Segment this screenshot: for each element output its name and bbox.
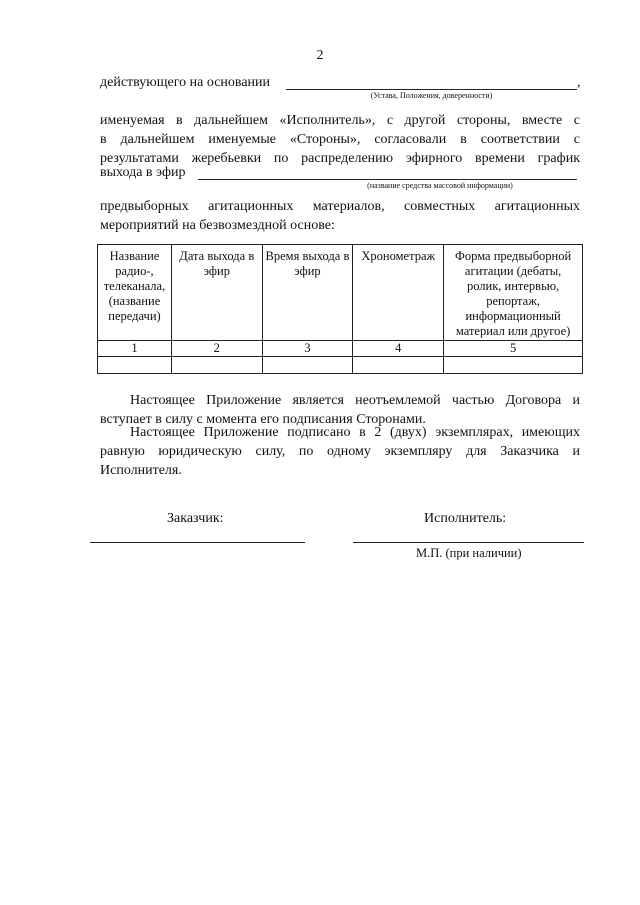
table-row bbox=[98, 357, 583, 374]
table-cell bbox=[444, 357, 583, 374]
stamp-note: М.П. (при наличии) bbox=[416, 546, 522, 560]
col-number: 3 bbox=[262, 341, 353, 357]
annex-line-1: Настоящее Приложение является неотъемлемой частью Договора и bbox=[130, 393, 580, 408]
header-time: Время выхода в эфир bbox=[262, 245, 353, 341]
materials-line-2: мероприятий на безвозмездной основе: bbox=[100, 218, 335, 233]
basis-fill-line bbox=[286, 89, 577, 90]
table-cell bbox=[98, 357, 172, 374]
col-number: 4 bbox=[353, 341, 444, 357]
header-date: Дата выхода в эфир bbox=[171, 245, 262, 341]
parties-line-1: именуемая в дальнейшем «Исполнитель», с другой стороны, вместе с bbox=[100, 113, 580, 128]
col-number: 5 bbox=[444, 341, 583, 357]
contractor-signature-line bbox=[353, 542, 584, 543]
header-duration: Хронометраж bbox=[353, 245, 444, 341]
customer-signature-line bbox=[90, 542, 305, 543]
table-cell bbox=[171, 357, 262, 374]
copies-line-2: равную юридическую силу, по одному экземпляру для Заказчика и bbox=[100, 444, 580, 459]
page-number: 2 bbox=[316, 48, 324, 63]
air-label: выхода в эфир bbox=[100, 165, 186, 180]
table-number-row bbox=[98, 341, 583, 357]
schedule-table bbox=[97, 244, 583, 374]
contractor-label: Исполнитель: bbox=[424, 511, 507, 526]
table-cell bbox=[353, 357, 444, 374]
copies-line-1: Настоящее Приложение подписано в 2 (двух) экземплярах, имеющих bbox=[130, 425, 580, 440]
col-number: 2 bbox=[171, 341, 262, 357]
materials-line-1: предвыборных агитационных материалов, совместных агитационных bbox=[100, 199, 580, 214]
col-number: 1 bbox=[98, 341, 172, 357]
copies-paragraph bbox=[100, 423, 580, 480]
annex-line-2: вступает в силу с момента его подписания Сторонами. bbox=[100, 412, 426, 427]
customer-label: Заказчик: bbox=[167, 511, 224, 526]
basis-comma: , bbox=[577, 75, 581, 90]
copies-line-3: Исполнителя. bbox=[100, 463, 182, 478]
media-fill-line bbox=[198, 179, 577, 180]
table-cell bbox=[262, 357, 353, 374]
media-hint: (название средства массовой информации) bbox=[367, 181, 513, 190]
basis-label: действующего на основании bbox=[100, 75, 271, 90]
parties-line-2: в дальнейшем именуемые «Стороны», согласовали в соответствии с bbox=[100, 132, 580, 147]
header-form: Форма предвыборной агитации (дебаты, ролик, интервью, репортаж, информационный материал или другое) bbox=[444, 245, 583, 341]
materials-paragraph bbox=[100, 197, 580, 235]
parties-paragraph bbox=[100, 111, 580, 168]
table-header-row bbox=[98, 245, 583, 341]
header-channel: Название радио-, телеканала, (название передачи) bbox=[98, 245, 172, 341]
basis-hint: (Устава, Положения, доверенности) bbox=[370, 91, 493, 100]
parties-line-3: результатами жеребьевки по распределению эфирного времени график bbox=[100, 151, 580, 166]
